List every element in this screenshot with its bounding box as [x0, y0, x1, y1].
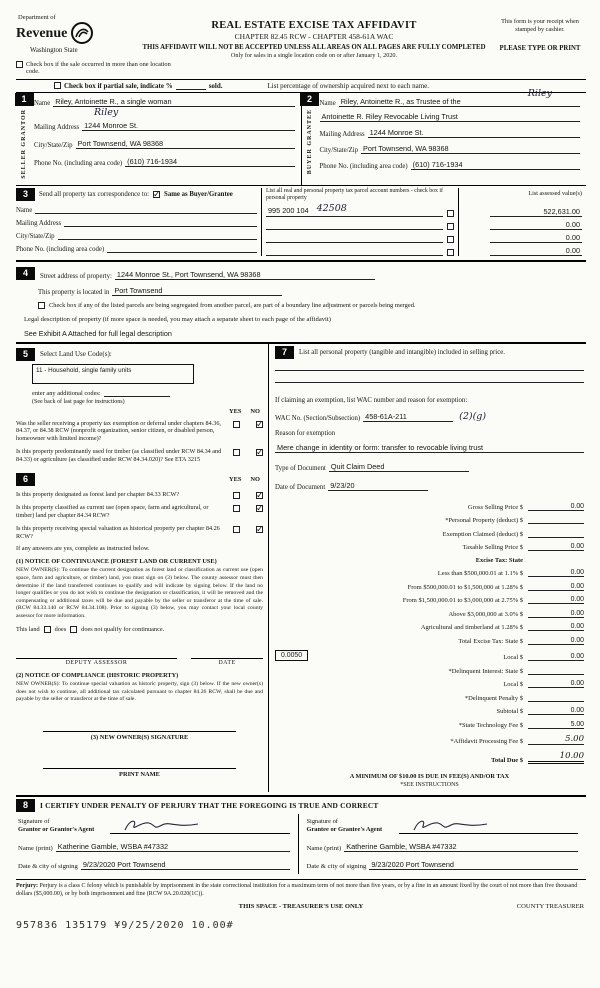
personal-property-field-1[interactable] — [275, 359, 584, 371]
new-owner-signature-label: (3) NEW OWNER(S) SIGNATURE — [90, 733, 189, 741]
certification-section — [16, 795, 586, 874]
partial-sale-row — [16, 80, 586, 93]
date-of-document-field[interactable]: 9/23/20 — [328, 481, 428, 491]
buyer-csz-field[interactable]: Port Townsend, WA 98368 — [361, 144, 580, 154]
multi-location-label: Check box if the sale occurred in more than one location code. — [26, 61, 171, 76]
delinquent-interest-local-label: Local $ — [503, 681, 523, 689]
buyer-name-field-line2[interactable]: Antoinette R. Riley Revocable Living Trust — [320, 112, 581, 122]
warning-line: THIS AFFIDAVIT WILL NOT BE ACCEPTED UNLESS ALL AREAS ON ALL PAGES ARE FULLY COMPLETED — [142, 44, 486, 51]
wac-number-label: WAC No. (Section/Subsection) — [275, 414, 361, 422]
personal-property-checkbox-2[interactable] — [447, 223, 454, 230]
delinquent-interest-state-field[interactable] — [528, 667, 584, 675]
notice-continuance-title: (1) NOTICE OF CONTINUANCE (FOREST LAND OR CURRENT USE) — [16, 558, 217, 566]
seller-mailing-label: Mailing Address — [34, 123, 80, 131]
date-of-document-label: Date of Document — [275, 483, 326, 491]
assessed-value-4[interactable]: 0.00 — [490, 246, 582, 256]
type-of-document-field[interactable]: Quit Claim Deed — [329, 462, 469, 472]
multi-location-checkbox[interactable] — [16, 61, 23, 68]
does-not-label: does not qualify for continuance. — [81, 626, 165, 634]
bracket-3-field[interactable]: 0.00 — [528, 596, 584, 604]
local-rate-field[interactable]: 0.0050 — [275, 650, 308, 661]
total-due-field[interactable]: 10.00 — [528, 751, 584, 764]
deputy-assessor-signature-field[interactable] — [16, 649, 177, 659]
subtotal-label: Subtotal $ — [496, 708, 523, 716]
excise-tax-state-heading: Excise Tax: State — [475, 556, 523, 564]
reason-for-exemption-label: Reason for exemption — [275, 429, 336, 437]
buyer-section — [301, 87, 587, 185]
local-tax-field[interactable]: 0.00 — [528, 653, 584, 661]
historic-property-question: Is this property receiving special valuation as historical property per chapter 84.26 RCW? — [16, 524, 220, 540]
personal-property-checkbox-4[interactable] — [447, 249, 454, 256]
seller-grantor-side-label: SELLER GRANTOR — [21, 108, 27, 179]
partial-sale-checkbox[interactable] — [54, 82, 61, 89]
seller-mailing-field[interactable]: 1244 Monroe St. — [82, 121, 294, 131]
personal-property-deduct-field[interactable] — [528, 516, 584, 524]
grantor-name-field[interactable]: Katherine Gamble, WSBA #47332 — [56, 842, 290, 852]
see-instructions-note: *SEE INSTRUCTIONS — [400, 781, 459, 788]
agricultural-timberland-field[interactable]: 0.00 — [528, 623, 584, 631]
yes-header: YES — [228, 407, 242, 415]
grantee-signature-field[interactable] — [399, 816, 579, 834]
section-4-number: 4 — [16, 267, 35, 280]
corr-csz-label: City/State/Zip — [16, 232, 55, 240]
bracket-2-label: From $500,000.01 to $1,500,000 at 1.28% $ — [407, 583, 523, 591]
grantee-date-city-field[interactable]: 9/23/2020 Port Townsend — [369, 860, 578, 870]
land-use-title: Select Land Use Code(s): — [40, 350, 112, 359]
parcel-number-field-3[interactable] — [266, 234, 443, 243]
section-5-number: 5 — [16, 348, 35, 361]
grantee-signature — [411, 817, 491, 833]
wac-handwritten: (2)(g) — [459, 410, 487, 422]
revenue-logo-icon — [70, 21, 94, 47]
legal-description-label: Legal description of property (if more space is needed, you may attach a separate sheet to each page of the affidavit) — [24, 315, 331, 323]
section-3-number: 3 — [16, 188, 35, 201]
personal-property-checkbox-3[interactable] — [447, 236, 454, 243]
multi-location-row — [16, 61, 186, 76]
washington-state-label: Washington State — [30, 47, 78, 54]
exemption-claimed-field[interactable] — [528, 530, 584, 538]
personal-property-field-2[interactable] — [275, 371, 584, 383]
no-header-2: NO — [250, 476, 260, 484]
perjury-body: Perjury is a class C felony which is punishable by imprisonment in the state correctional institution for a maximum term of not more than five years, or by a fine in an amount fixed by the court of not more than five thousand dollars ($5,000.00), or by both imprisonment and fine (RCW 9A.20.020(1C)). — [16, 882, 578, 897]
grantee-agent-label: Grantee or Grantee's Agent — [306, 826, 383, 834]
seller-phone-field[interactable]: (610) 716-1934 — [125, 157, 294, 167]
perjury-notice — [16, 879, 586, 899]
state-technology-fee-label: *State Technology Fee $ — [458, 721, 523, 729]
bracket-4-label: Above $3,000,000 at 3.0% $ — [448, 610, 523, 618]
parcel-number-field-1[interactable] — [266, 202, 443, 217]
affidavit-processing-fee-field[interactable]: 5.00 — [528, 734, 584, 745]
additional-codes-field[interactable] — [104, 388, 170, 397]
corr-mailing-field[interactable] — [64, 218, 257, 227]
corr-phone-field[interactable] — [107, 244, 257, 253]
this-land-label: This land — [16, 626, 40, 634]
seller-phone-label: Phone No. (including area code) — [34, 159, 123, 167]
forest-yes-checkbox[interactable] — [233, 492, 240, 499]
agricultural-timberland-label: Agricultural and timberland at 1.28% $ — [420, 624, 523, 632]
seller-csz-label: City/State/Zip — [34, 141, 73, 149]
receipt-note: This form is your receipt when stamped by cashier. — [501, 18, 579, 33]
grantor-date-city-field[interactable]: 9/23/2020 Port Townsend — [81, 860, 290, 870]
if-yes-note: If any answers are yes, complete as instructed below. — [16, 545, 150, 553]
grantor-signature-of-label: Signature of — [18, 818, 50, 826]
segregated-parcels-label: Check box if any of the listed parcels are being segregated from another parcel, are part of a boundary line adjustment or parcels being merged. — [49, 301, 416, 309]
does-label: does — [54, 626, 67, 634]
bracket-3-label: From $1,500,000.01 to $3,000,000 at 2.75% $ — [402, 597, 523, 605]
new-owner-signature-field[interactable] — [43, 722, 236, 732]
form-header — [16, 14, 586, 59]
historic-yes-checkbox[interactable] — [233, 526, 240, 533]
assessed-value-3[interactable]: 0.00 — [490, 233, 582, 243]
affidavit-processing-fee-label: *Affidavit Processing Fee $ — [450, 738, 523, 746]
only-for-sales-note: Only for sales in a single location code on or after January 1, 2020. — [230, 52, 398, 59]
section-1-number: 1 — [15, 93, 34, 106]
exemption-intro: If claiming an exemption, list WAC number and reason for exemption: — [275, 396, 468, 404]
excise-tax-section — [268, 344, 586, 792]
located-in-label: This property is located in — [38, 288, 110, 296]
corr-name-field[interactable] — [35, 205, 257, 214]
bracket-1-field[interactable]: 0.00 — [528, 569, 584, 577]
assessed-values-header: List assessed value(s) — [528, 189, 582, 197]
current-use-no-checkbox[interactable] — [256, 505, 263, 512]
personal-property-checkbox-1[interactable] — [447, 210, 454, 217]
gross-selling-price-label: Gross Selling Price $ — [467, 503, 523, 511]
corr-csz-field[interactable] — [58, 231, 257, 240]
section-7-number: 7 — [275, 346, 294, 359]
ownership-note: List percentage of ownership acquired next to each name. — [267, 81, 430, 90]
dor-logo-block — [16, 14, 134, 59]
corr-name-label: Name — [16, 206, 33, 214]
partial-sale-sold-label: sold. — [208, 81, 223, 90]
section-8-number: 8 — [16, 799, 35, 812]
assessed-value-2[interactable]: 0.00 — [490, 220, 582, 230]
cashier-receipt-stamp: 957836 135179 ¥9/25/2020 10.00# — [16, 920, 234, 932]
seller-name-label: Name — [34, 99, 51, 107]
buyer-mailing-field[interactable]: 1244 Monroe St. — [368, 128, 580, 138]
grantee-name-field[interactable]: Katherine Gamble, WSBA #47332 — [344, 842, 578, 852]
delinquent-interest-local-field[interactable]: 0.00 — [528, 680, 584, 688]
q2-no-checkbox[interactable] — [256, 449, 263, 456]
seller-name-field[interactable]: Riley, Antoinette R., a single woman — [53, 97, 294, 107]
street-address-label: Street address of property: — [40, 272, 112, 280]
seller-name-handwritten: Riley — [94, 106, 119, 118]
notice-compliance-title: (2) NOTICE OF COMPLIANCE (HISTORIC PROPERTY) — [16, 672, 179, 680]
property-address-section — [16, 260, 586, 338]
gross-selling-price-field[interactable]: 0.00 — [528, 503, 584, 511]
partial-sale-label: Check box if partial sale, indicate % — [64, 81, 173, 90]
land-does-not-checkbox[interactable] — [70, 626, 77, 633]
yes-header-2: YES — [228, 476, 242, 484]
section-6-number: 6 — [16, 473, 35, 486]
perjury-lead: Perjury: — [16, 882, 38, 889]
form-title: REAL ESTATE EXCISE TAX AFFIDAVIT — [211, 20, 417, 31]
grantor-agent-label: Grantor or Grantor's Agent — [18, 826, 95, 834]
seller-section — [16, 93, 301, 185]
treasurer-space-label: THIS SPACE - TREASURER'S USE ONLY — [238, 903, 364, 911]
corr-mailing-label: Mailing Address — [16, 219, 62, 227]
please-type-or-print: PLEASE TYPE OR PRINT — [499, 45, 581, 53]
grantor-name-print-label: Name (print) — [18, 844, 53, 852]
forest-no-checkbox[interactable] — [256, 492, 263, 499]
q1-yes-checkbox[interactable] — [233, 421, 240, 428]
wac-number-field[interactable]: 458-61A-211 — [363, 412, 453, 422]
tax-correspondence-section — [16, 186, 586, 260]
buyer-phone-field[interactable]: (610) 716-1934 — [411, 160, 580, 170]
same-as-buyer-checkbox[interactable] — [153, 191, 160, 198]
tax-computation-table — [275, 503, 584, 764]
parcel-number-field-4[interactable] — [266, 247, 443, 256]
same-as-buyer-label: Same as Buyer/Grantee — [164, 190, 233, 198]
buyer-name-label: Name — [319, 99, 336, 107]
taxable-selling-price-label: Taxable Selling Price $ — [462, 544, 523, 552]
delinquent-penalty-field[interactable] — [528, 694, 584, 702]
land-does-checkbox[interactable] — [44, 626, 51, 633]
located-in-field[interactable]: Port Townsend — [112, 286, 282, 296]
parcel-number-handwritten: 42508 — [316, 202, 347, 214]
subtotal-field[interactable]: 0.00 — [528, 707, 584, 715]
total-excise-state-label: Total Excise Tax: State $ — [458, 637, 523, 645]
bracket-4-field[interactable]: 0.00 — [528, 610, 584, 618]
reason-for-exemption-field[interactable]: Mere change in identity or form: transfer to revocable living trust — [275, 443, 584, 453]
notice-compliance-body: NEW OWNER(S): To continue special valuation as historic property, sign (3) below. If the new owner(s) does not wish to continue, all additional tax calculated pursuant to chapter 84.26 RCW, shall be due and payable by the seller or transferor at the time of sale. — [16, 681, 263, 703]
q2-yes-checkbox[interactable] — [233, 449, 240, 456]
street-address-field[interactable]: 1244 Monroe St., Port Townsend, WA 98368 — [115, 270, 375, 280]
deputy-assessor-label: DEPUTY ASSESSOR — [65, 660, 128, 667]
total-excise-state-field[interactable]: 0.00 — [528, 637, 584, 645]
land-use-code-field[interactable]: 11 - Household, single family units — [32, 364, 194, 384]
buyer-grantee-side-label: BUYER GRANTEE — [306, 108, 313, 174]
grantee-signature-of-label: Signature of — [306, 818, 338, 826]
current-use-yes-checkbox[interactable] — [233, 505, 240, 512]
buyer-csz-label: City/State/Zip — [319, 146, 359, 154]
date-label: DATE — [218, 660, 236, 667]
personal-property-statement: List all personal property (tangible and intangible) included in selling price. — [299, 348, 505, 356]
q1-no-checkbox[interactable] — [256, 421, 263, 428]
historic-no-checkbox[interactable] — [256, 526, 263, 533]
exemption-deferral-question: Was the seller receiving a property tax exemption or deferral under chapters 84.36, 84.37, or 84.38 RCW (nonprofit organization, senior citizen, or disabled person, homeowner with limited income)? — [16, 419, 221, 443]
print-name-label: PRINT NAME — [119, 770, 160, 778]
state-technology-fee-field[interactable]: 5.00 — [528, 721, 584, 729]
forest-land-question: Is this property designated as forest land per chapter 84.33 RCW? — [16, 491, 180, 499]
segregated-parcels-checkbox[interactable] — [38, 302, 45, 309]
grantee-date-city-label: Date & city of signing — [306, 862, 367, 870]
seller-csz-field[interactable]: Port Townsend, WA 98368 — [76, 139, 295, 149]
grantee-name-print-label: Name (print) — [306, 844, 342, 852]
notice-continuance-body: NEW OWNER(S): To continue the current designation as forest land or classification as current use (open space, farm and agriculture, or timber) land, you must sign on (3) below. The county assessor must then determine if the land transferred continues to qualify and will indicate by signing below. If the land no longer qualifies or you do not wish to continue the designation or classification, it will be removed and the compensating or additional taxes will be due and payable by the seller or transferor at the time of sale. (RCW 84.33.140 or RCW 84.34.108). Prior to signing (3) below, you may contact your local county assessor for more information. — [16, 567, 263, 619]
delinquent-interest-state-label: *Delinquent Interest: State $ — [448, 667, 523, 675]
type-of-document-label: Type of Document — [275, 464, 326, 472]
grantor-signature — [122, 817, 202, 833]
parcel-number-field-2[interactable] — [266, 221, 443, 230]
additional-codes-label: enter any additional codes: — [32, 389, 101, 397]
grantor-date-city-label: Date & city of signing — [18, 862, 78, 870]
parcel-numbers-header: List all real and personal property tax parcel account numbers - check box if personal property — [266, 187, 443, 201]
buyer-phone-label: Phone No. (including area code) — [319, 162, 408, 170]
chapter-subtitle: CHAPTER 82.45 RCW - CHAPTER 458-61A WAC — [234, 32, 394, 41]
delinquent-penalty-label: *Delinquent Penalty $ — [464, 694, 523, 702]
print-name-field[interactable] — [43, 759, 236, 769]
bracket-2-field[interactable]: 0.00 — [528, 583, 584, 591]
land-designation-section — [16, 473, 263, 777]
county-treasurer-label: COUNTY TREASURER — [516, 903, 584, 911]
revenue-wordmark: Revenue — [16, 26, 68, 41]
corr-phone-label: Phone No. (including area code) — [16, 245, 105, 253]
assessed-value-1[interactable]: 522,631.00 — [490, 207, 582, 217]
timber-agriculture-question: Is this property predominantly used for timber (as classified under RCW 84.34 and 84.33) or agriculture (as classified under RCW 84.34.020)? See ETA 3215 — [16, 447, 222, 463]
legal-description-value[interactable]: See Exhibit A Attached for full legal description — [24, 328, 172, 338]
minimum-due-note: A MINIMUM OF $10.00 IS DUE IN FEE(S) AND/OR TAX — [349, 772, 510, 780]
see-back-note: (See back of last page for instructions) — [32, 398, 125, 405]
current-use-question: Is this property classified as current use (open space, farm and agricultural, or timber) land per chapter 84.34 RCW? — [16, 504, 209, 520]
deputy-date-field[interactable] — [191, 649, 263, 659]
parcel-number-value: 995 200 104 — [268, 205, 309, 215]
section-2-number: 2 — [300, 93, 319, 106]
total-due-label: Total Due $ — [491, 756, 523, 764]
personal-property-deduct-label: *Personal Property (deduct) $ — [445, 517, 523, 525]
buyer-name-handwritten: Riley — [527, 87, 552, 99]
certify-statement: I CERTIFY UNDER PENALTY OF PERJURY THAT THE FOREGOING IS TRUE AND CORRECT — [40, 800, 379, 810]
buyer-mailing-label: Mailing Address — [319, 130, 365, 138]
send-correspondence-label: Send all property tax correspondence to: — [39, 190, 150, 198]
bracket-1-label: Less than $500,000.01 at 1.1% $ — [437, 570, 523, 578]
department-of-label: Department of — [18, 14, 56, 21]
partial-sale-percent-field[interactable] — [176, 82, 206, 90]
buyer-name-field-line1[interactable]: Riley, Antoinette R., as Trustee of the — [339, 97, 580, 107]
local-tax-label: Local $ — [503, 654, 523, 662]
grantor-signature-field[interactable] — [110, 816, 290, 834]
taxable-selling-price-field[interactable]: 0.00 — [528, 543, 584, 551]
exemption-claimed-label: Exemption Claimed (deduct) $ — [442, 530, 523, 538]
no-header: NO — [250, 407, 260, 415]
land-use-section — [16, 348, 263, 464]
